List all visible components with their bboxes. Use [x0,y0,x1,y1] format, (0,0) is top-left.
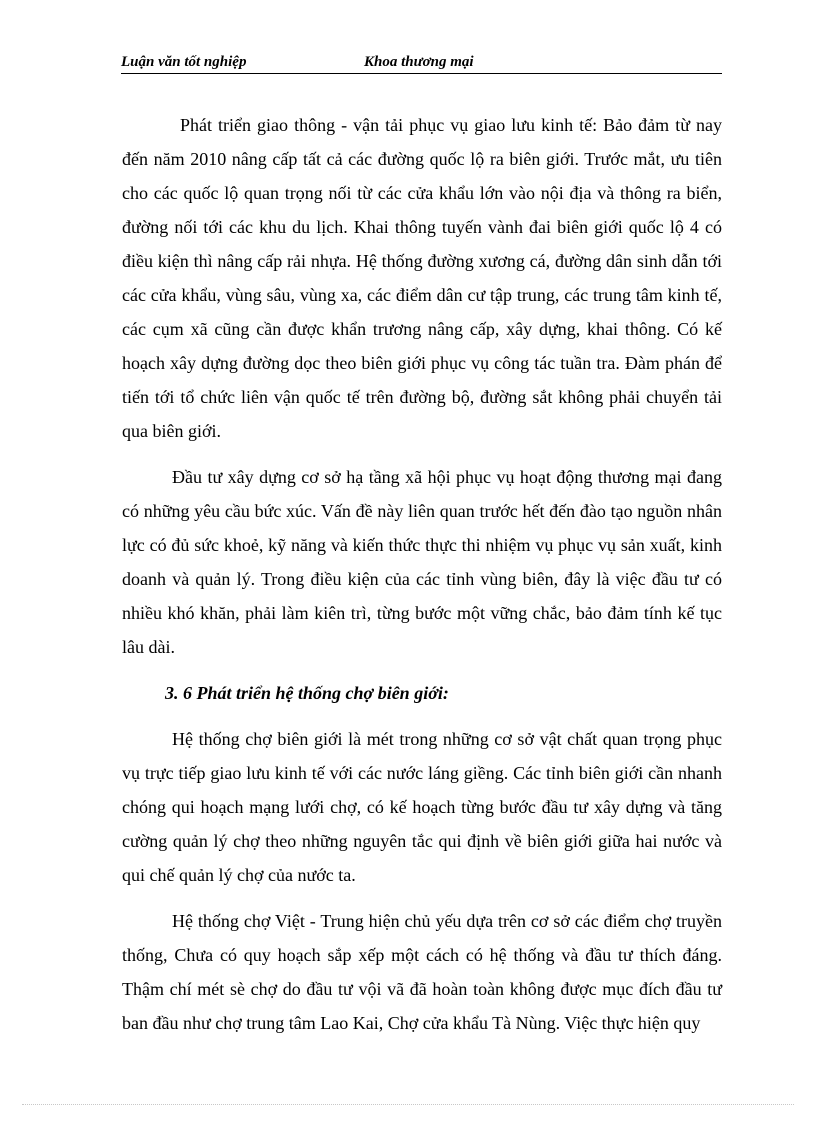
header-faculty-label: Khoa thương mại [364,54,474,70]
paragraph-border-markets: Hệ thống chợ biên giới là mét trong những cơ sở vật chất quan trọng phục vụ trực tiếp giao lưu kinh tế với các nước láng giềng. Các tỉnh biên giới cần nhanh chóng qui hoạch mạng lưới chợ, có kế hoạch từng bước đầu tư xây dựng và tăng cường quản lý chợ theo những nguyên tắc qui định về biên giới giữa hai nước và qui chế quản lý chợ của nước ta. [122,729,722,885]
page-header [121,52,722,74]
section-heading: 3. 6 Phát triển hệ thống chợ biên giới: [165,683,449,703]
paragraph-vietnam-china-markets: Hệ thống chợ Việt - Trung hiện chủ yếu dựa trên cơ sở các điểm chợ truyền thống, Chưa có quy hoạch sắp xếp một cách có hệ thống và đầu tư thích đáng. Thậm chí mét sè chợ do đầu tư vội vã đã hoàn toàn không được mục đích đầu tư ban đầu như chợ trung tâm Lao Kai, Chợ cửa khẩu Tà Nùng. Việc thực hiện quy [122,911,722,1033]
paragraph-transport: Phát triển giao thông - vận tải phục vụ giao lưu kinh tế: Bảo đảm từ nay đến năm 2010 nâng cấp tất cả các đường quốc lộ ra biên giới. Trước mắt, ưu tiên cho các quốc lộ quan trọng nối từ các cửa khẩu lớn vào nội địa và thông ra biển, đường nối tới các khu du lịch. Khai thông tuyến vành đai biên giới quốc lộ 4 có điều kiện thì nâng cấp rải nhựa. Hệ thống đường xương cá, đường dân sinh dẫn tới các cửa khẩu, vùng sâu, vùng xa, các điểm dân cư tập trung, các trung tâm kinh tế, các cụm xã cũng cần được khẩn trương nâng cấp, xây dựng, khai thông. Có kế hoạch xây dựng đường dọc theo biên giới phục vụ công tác tuần tra. Đàm phán để tiến tới tổ chức liên vận quốc tế trên đường bộ, đường sắt không phải chuyển tải qua biên giới. [122,115,722,441]
document-body [122,108,722,1040]
paragraph-social-infrastructure: Đầu tư xây dựng cơ sở hạ tầng xã hội phục vụ hoạt động thương mại đang có những yêu cầu bức xúc. Vấn đề này liên quan trước hết đến đào tạo nguồn nhân lực có đủ sức khoẻ, kỹ năng và kiến thức thực thi nhiệm vụ phục vụ sản xuất, kinh doanh và quản lý. Trong điều kiện của các tỉnh vùng biên, đây là việc đầu tư có nhiều khó khăn, phải làm kiên trì, từng bước một vững chắc, bảo đảm tính kế tục lâu dài. [122,467,722,657]
header-thesis-label: Luận văn tốt nghiệp [121,54,247,70]
page-bottom-divider [22,1104,794,1105]
